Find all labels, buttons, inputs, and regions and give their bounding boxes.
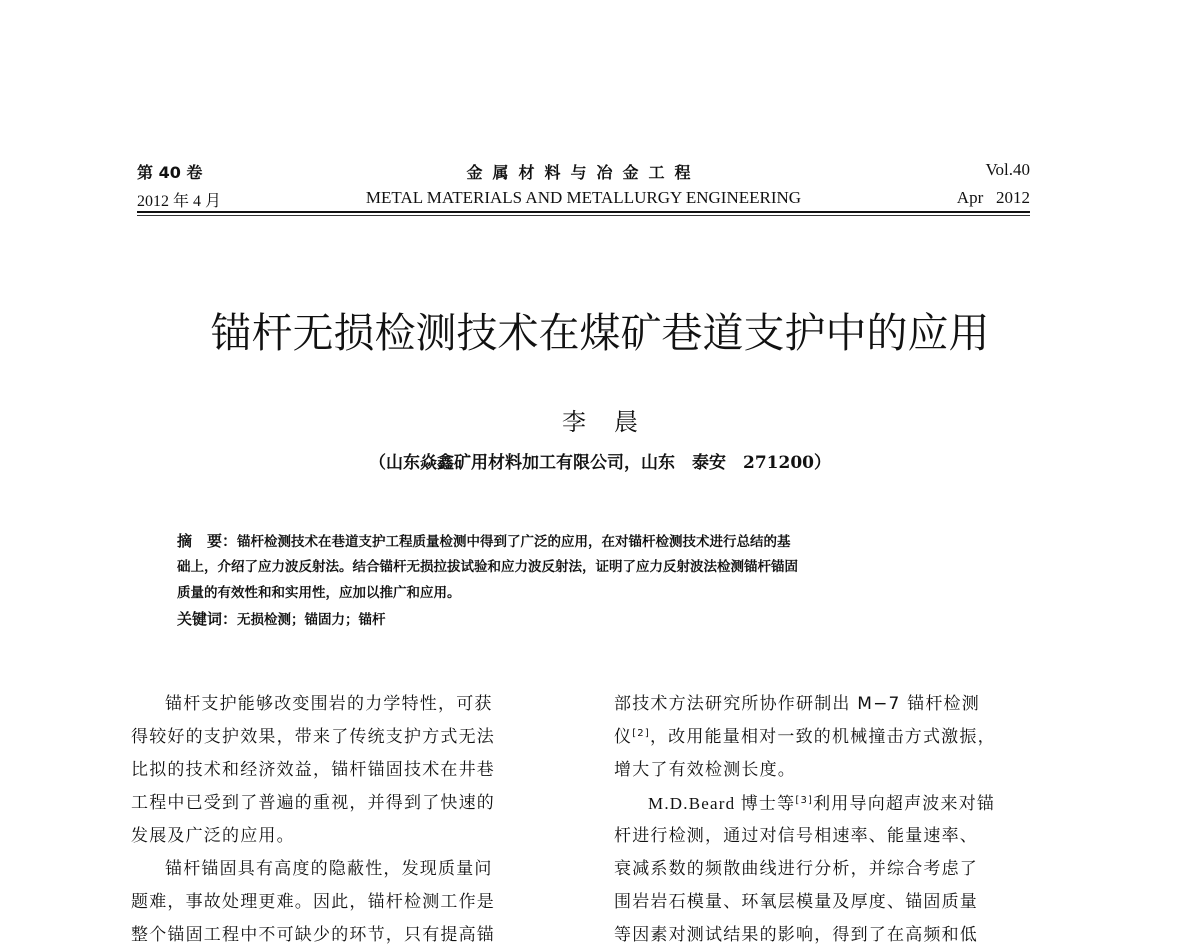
body-line: 得较好的支护效果，带来了传统支护方式无法	[131, 727, 495, 747]
body-text: 利用导向超声波来对锚	[813, 794, 996, 814]
header-rule-thin	[137, 215, 1030, 216]
body-line: 杆进行检测，通过对信号相速率、能量速率、	[614, 826, 978, 846]
date-cn: 2012 年 4 月	[137, 193, 222, 210]
body-line: 围岩岩石模量、环氧层模量及厚度、锚固质量	[614, 892, 978, 912]
abstract-line-1	[177, 528, 1017, 554]
body-line: 衰减系数的频散曲线进行分析，并综合考虑了	[614, 859, 978, 879]
body-line: 题难，事故处理更难。因此，锚杆检测工作是	[131, 892, 495, 912]
article-author: 李晨	[562, 408, 666, 436]
body-line: 发展及广泛的应用。	[131, 826, 295, 846]
citation-ref[interactable]: [2]	[632, 728, 650, 739]
abstract-text: 锚杆检测技术在巷道支护工程质量检测中得到了广泛的应用，在对锚杆检测技术进行总结的基	[237, 534, 791, 550]
date-en: Apr 2012	[956, 188, 1030, 207]
article-title: 锚杆无损检测技术在煤矿巷道支护中的应用	[210, 309, 990, 357]
article-affiliation: （山东焱鑫矿用材料加工有限公司，山东 泰安 271200）	[369, 453, 831, 473]
journal-name-cn: 金属材料与冶金工程	[466, 163, 701, 182]
keywords-label: 关键词：	[177, 610, 238, 628]
body-line: 整个锚固工程中不可缺少的环节，只有提高锚	[131, 925, 495, 945]
abstract-line-3: 质量的有效性和和实用性，应加以推广和应用。	[177, 585, 461, 601]
body-line: 比拟的技术和经济效益，锚杆锚固技术在井巷	[131, 760, 495, 780]
body-line: 工程中已受到了普遍的重视，并得到了快速的	[131, 793, 495, 813]
body-line: 锚杆锚固具有高度的隐蔽性，发现质量问	[165, 859, 493, 879]
abstract-label: 摘 要：	[177, 532, 238, 550]
body-line	[614, 787, 1054, 820]
abstract-block	[177, 528, 1017, 632]
header-rule-thick	[137, 211, 1030, 213]
volume-cn: 第 40 卷	[137, 163, 203, 182]
journal-name-en: METAL MATERIALS AND METALLURGY ENGINEERING	[365, 188, 802, 207]
body-line: 等因素对测试结果的影响，得到了在高频和低	[614, 925, 978, 945]
keywords-line	[177, 606, 1017, 632]
body-line: 锚杆支护能够改变围岩的力学特性，可获	[165, 694, 493, 714]
body-text: M.D.Beard 博士等	[648, 794, 796, 813]
body-text: ，改用能量相对一致的机械撞击方式激振，	[649, 727, 996, 747]
body-text: 仪	[614, 727, 633, 747]
body-line: 增大了有效检测长度。	[614, 760, 796, 780]
body-line	[614, 721, 1054, 754]
citation-ref[interactable]: [3]	[795, 795, 814, 806]
body-line: 部技术方法研究所协作研制出 M−7 锚杆检测	[614, 694, 980, 714]
abstract-line-2: 础上，介绍了应力波反射法。结合锚杆无损拉拔试验和应力波反射法，证明了应力反射波法检测锚杆锚固	[177, 559, 798, 575]
body-left-column	[131, 688, 571, 952]
keywords-text: 无损检测；锚固力；锚杆	[237, 612, 386, 628]
body-right-column	[614, 688, 1054, 952]
volume-en: Vol.40	[985, 160, 1030, 179]
